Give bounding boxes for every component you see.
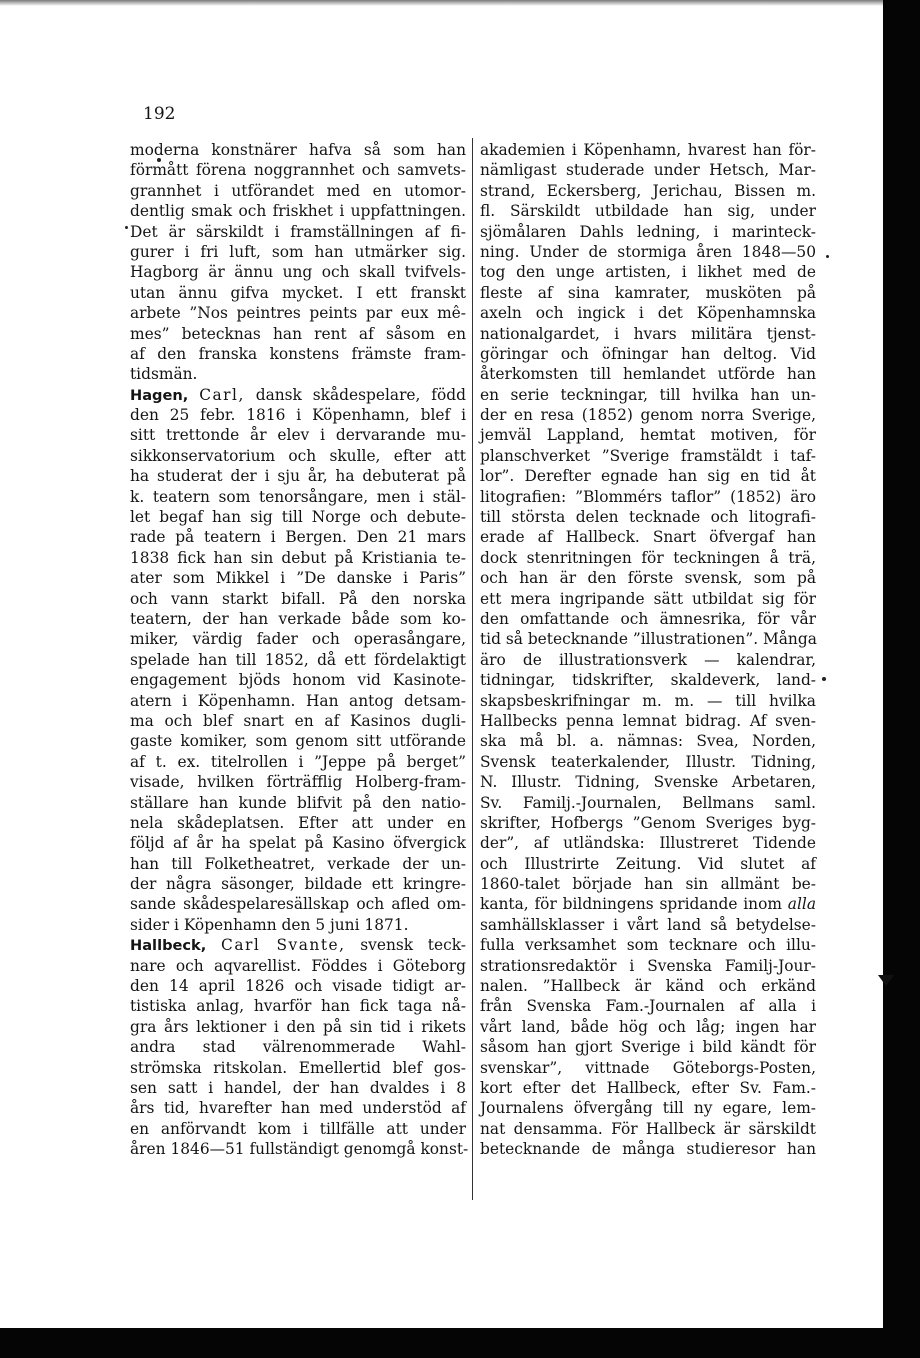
text-line: axeln och ingick i det Köpenhamnska (480, 304, 816, 323)
text-line: dentlig smak och friskhet i uppfattningen. (130, 202, 466, 221)
text-line: den omfattande och ämnesrika, för vår (480, 609, 816, 628)
text-line: sider i Köpenhamn den 5 juni 1871. (130, 915, 409, 934)
print-speck (125, 226, 128, 229)
text-line: nat densamma. För Hallbeck är särskildt (480, 1119, 816, 1138)
text-line: utan ännu gifva mycket. I ett franskt (130, 283, 466, 302)
text-line: k. teatern som tenorsångare, men i stäl- (130, 487, 466, 506)
text-line: tid så betecknande ”illustrationen”. Många (480, 630, 817, 649)
text-line: återkomsten till hemlandet utförde han (480, 365, 816, 384)
text-line: ma och blef snart en af Kasinos dugli- (130, 711, 466, 730)
text-line: Hagborg är ännu ung och skall tvifvels- (130, 263, 466, 282)
hallbeck-continuation-a (480, 140, 816, 894)
hagen-entry-first-line (130, 385, 466, 405)
text-line: let begaf han sig till Norge och debute- (130, 508, 466, 527)
hallbeck-entry-first-line (130, 935, 466, 955)
text-line: andra stad välrenommerade Wahl- (130, 1038, 466, 1057)
text-line: tidsmän. (130, 365, 198, 384)
text-line: Sv. Familj.-Journalen, Bellmans saml. (480, 793, 816, 812)
text-line: han till Folketheatret, verkade der un- (130, 854, 466, 873)
hagborg-entry-continuation (130, 140, 466, 385)
text-line: moderna konstnärer hafva så som han (130, 141, 466, 159)
text-line: fleste af sina kamrater, musköten på (480, 283, 816, 302)
text-line: nämligast studerade under Hetsch, Mar- (480, 161, 816, 180)
text-line: arbete ”Nos peintres peints par eux mê- (130, 304, 466, 323)
column-divider (472, 138, 473, 1200)
text-line: gaste komiker, som genom sitt utförande (130, 732, 466, 751)
text-line: skrifter, Hofbergs ”Genom Sveriges byg- (480, 813, 816, 832)
text-line: sen satt i handel, der han dvaldes i 8 (130, 1078, 466, 1097)
italic-word: alla (787, 895, 816, 914)
scan-top-edge (0, 0, 920, 6)
text-line: lor”. Derefter egnade han sig en tid åt (480, 467, 816, 486)
text-line: tog den unge artisten, i likhet med de (480, 263, 816, 282)
text-line: teatern, der han verkade både som ko- (130, 609, 466, 628)
text-line: der några säsonger, bildade ett kringre- (130, 875, 466, 894)
hagen-headword: Hagen, (130, 386, 189, 404)
text-line: erade af Hallbeck. Snart öfvergaf han (480, 528, 816, 547)
text-line: göringar och öfningar han deltog. Vid (480, 344, 816, 363)
text-line: 1860-talet började han sin allmänt be- (480, 875, 816, 894)
print-speck (822, 677, 826, 681)
right-column (480, 140, 816, 1160)
hagen-first-rest: dansk skådespelare, född (255, 385, 466, 404)
text-line: sjömålaren Dahls ledning, i marinteck- (480, 222, 816, 241)
text-line: Svensk teaterkalender, Illustr. Tidning, (480, 752, 816, 771)
text-line: ett mera ingripande sätt utbildat sig för (480, 589, 816, 608)
page-number: 192 (143, 104, 176, 124)
text-line: akademien i Köpenhamn, hvarest han för- (480, 141, 816, 159)
text-line: till största delen tecknade och litografi- (480, 508, 816, 527)
text-line: atern i Köpenhamn. Han antog detsam- (130, 691, 466, 710)
text-line: planschverket ”Sverige framstäldt i taf- (480, 446, 816, 465)
text-line: samhällsklasser i vårt land så betydelse- (480, 915, 816, 934)
text-line: fulla verksamhet som tecknare och illu- (480, 936, 816, 955)
text-line: den 25 febr. 1816 i Köpenhamn, blef i (130, 406, 466, 425)
text-line: nare och aqvarellist. Föddes i Göteborg (130, 956, 466, 975)
text-line: en serie teckningar, till hvilka han un- (480, 385, 816, 404)
text-line: jemväl Lappland, hemtat motiven, för (480, 426, 816, 445)
hallbeck-name: Carl Svante, (221, 936, 346, 955)
text-line: af den franska konstens främste fram- (130, 344, 466, 363)
text-line: miker, värdig fader och operasångare, (130, 630, 466, 649)
text-line: äro de illustrationsverk — kalendrar, (480, 650, 816, 669)
text-line: ska må bl. a. nämnas: Svea, Norden, (480, 732, 816, 751)
text-line: rade på teatern i Bergen. Den 21 mars (130, 528, 466, 547)
left-column (130, 140, 469, 1160)
text-line: strand, Eckersberg, Jerichau, Bissen m. (480, 181, 816, 200)
text-line: från Svenska Fam.-Journalen af alla i (480, 997, 816, 1016)
text-line: förmått förena noggrannhet och samvets- (130, 161, 466, 180)
text-line: strationsredaktör i Svenska Familj-Jour- (480, 956, 816, 975)
text-line: en anförvandt kom i tillfälle att under (130, 1119, 466, 1138)
text-line: Journalens öfvergång till ny egare, lem- (480, 1099, 816, 1118)
text-line: engagement bjöds honom vid Kasinote- (130, 671, 466, 690)
text-line: der en resa (1852) genom norra Sverige, (480, 406, 816, 425)
text-line: och Illustrirte Zeitung. Vid slutet af (480, 854, 816, 873)
text-line: nationalgardet, i hvars militära tjenst- (480, 324, 816, 343)
hallbeck-continuation-b (480, 915, 816, 1160)
text-line: Det är särskildt i framställningen af fi- (130, 222, 466, 241)
text-line: ning. Under de stormiga åren 1848—50 (480, 242, 816, 261)
text-line: års tid, hvarefter han med understöd af (130, 1099, 466, 1118)
margin-mark-icon (878, 975, 894, 986)
text-line: Hallbecks penna lemnat bidrag. Af sven- (480, 711, 816, 730)
text-line: sande skådespelaresällskap och afled om- (130, 895, 466, 914)
text-line: sikkonservatorium och skulle, efter att (130, 446, 466, 465)
text-line: strömska ritskolan. Emellertid blef gos- (130, 1058, 466, 1077)
text-line: grannhet i utförandet med en utomor- (130, 181, 466, 200)
text-line: gra års lektioner i den på sin tid i rikets (130, 1017, 466, 1036)
text-line: ställare han kunde blifvit på den natio- (130, 793, 466, 812)
text-line: följd af år ha spelat på Kasino öfvergick (130, 834, 466, 853)
text-line: gurer i fri luft, som han utmärker sig. (130, 242, 466, 261)
text-line: ater som Mikkel i ”De danske i Paris” (130, 569, 466, 588)
text-line: kort efter det Hallbeck, efter Sv. Fam.- (480, 1078, 816, 1097)
text-line: dock stenritningen för teckningen å trä, (480, 548, 816, 567)
hagen-entry-body (130, 405, 466, 935)
text-line: ha studerat der i sju år, ha debuterat på (130, 467, 466, 486)
text-line: betecknande de många studieresor han (480, 1140, 816, 1159)
text-line: åren 1846—51 fullständigt genomgå konst- (130, 1140, 469, 1159)
hagen-name: Carl, (199, 385, 245, 404)
text-line: sitt trettonde år elev i dervarande mu- (130, 426, 466, 445)
hallbeck-headword: Hallbeck, (130, 937, 207, 955)
text-line: såsom han gjort Sverige i bild kändt för (480, 1038, 816, 1057)
text-line: fl. Särskildt utbildade han sig, under (480, 202, 816, 221)
text-line: tistiska anlag, hvarför han fick taga nå- (130, 997, 466, 1016)
text-line: visade, hvilken förträfflig Holberg-fram- (130, 773, 466, 792)
text-line: mes” betecknas han rent af såsom en (130, 324, 466, 343)
hallbeck-entry-body (130, 956, 469, 1160)
text-line: vårt land, både hög och låg; ingen har (480, 1017, 816, 1036)
text-line: och vann starkt bifall. På den norska (130, 589, 466, 608)
print-speck (826, 255, 829, 258)
scan-right-border (883, 0, 920, 1358)
text-line: der”, af utländska: Illustreret Tidende (480, 834, 816, 853)
text-line: 1838 fick han sin debut på Kristiania te- (130, 548, 466, 567)
text-line: spelade han till 1852, då ett fördelaktigt (130, 650, 466, 669)
text-line: nalen. ”Hallbeck är känd och erkänd (480, 977, 816, 996)
text-line: nela skådeplatsen. Efter att under en (130, 813, 466, 832)
text-line: och han är den förste svensk, som på (480, 569, 816, 588)
text-line: af t. ex. titelrollen i ”Jeppe på berget” (130, 752, 466, 771)
text-line: tidningar, tidskrifter, skaldeverk, land- (480, 671, 816, 690)
scan-bottom-border (0, 1328, 920, 1358)
text-line: litografien: ”Blommérs taflor” (1852) äro (480, 487, 816, 506)
text-line-italic (480, 894, 816, 914)
text-line: skapsbeskrifningar m. m. — till hvilka (480, 691, 816, 710)
text-line: N. Illustr. Tidning, Svenske Arbetaren, (480, 773, 816, 792)
italic-line-prefix: kanta, för bildningens spridande inom (480, 895, 782, 914)
text-line: svenskar”, vittnade Göteborgs-Posten, (480, 1058, 816, 1077)
hallbeck-first-rest: svensk teck- (360, 936, 466, 955)
text-line: den 14 april 1826 och visade tidigt ar- (130, 977, 466, 996)
